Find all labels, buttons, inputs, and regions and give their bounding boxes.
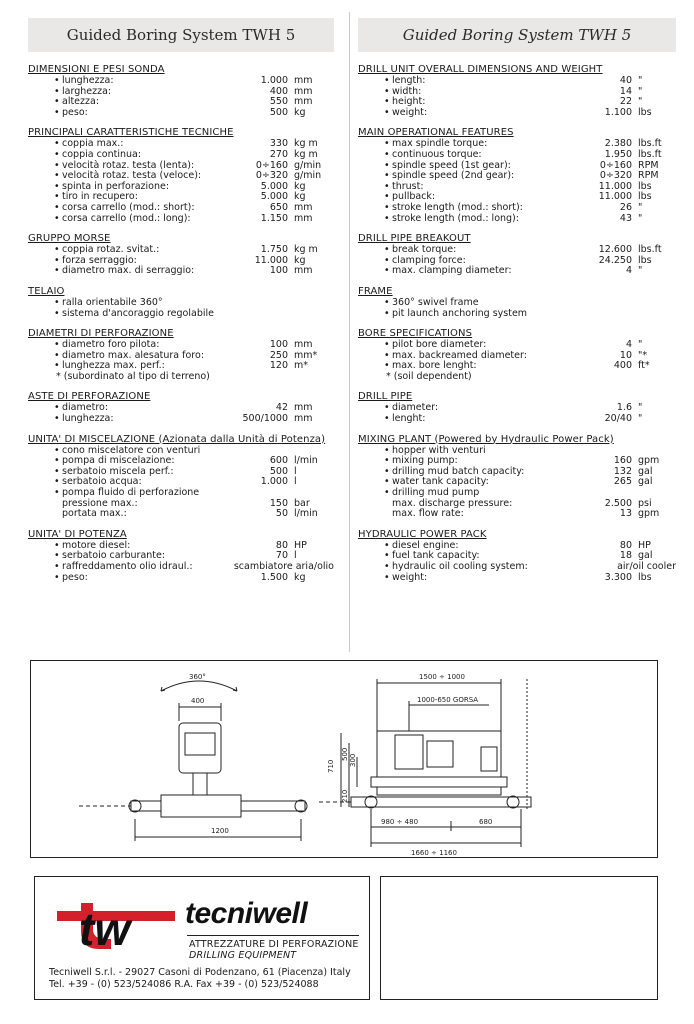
spec-label: • break torque:	[358, 245, 560, 256]
spec-label: • peso:	[28, 573, 226, 584]
spec-row	[358, 509, 676, 520]
spec-unit: bar	[294, 497, 310, 509]
spec-row	[358, 573, 676, 584]
spec-row	[358, 372, 676, 383]
spec-unit: "	[638, 212, 643, 224]
spec-unit: kg	[294, 571, 306, 583]
title-banner-italian	[28, 18, 334, 52]
spec-label: • weight:	[358, 108, 560, 119]
bottom-b-label: 680	[479, 818, 493, 826]
technical-drawing	[30, 660, 658, 858]
spec-value: 80	[619, 539, 632, 551]
spec-value: 5.000	[260, 191, 288, 203]
spec-unit: kg	[294, 254, 306, 266]
page-title-italian: Guided Boring System TWH 5	[66, 26, 296, 44]
top-view-mast	[193, 773, 207, 795]
spec-row	[28, 562, 334, 573]
spec-value: 80	[275, 539, 288, 551]
spec-value: 1.950	[604, 148, 632, 160]
dealer-stamp-box	[380, 876, 658, 1000]
spec-unit: lbs	[638, 254, 652, 266]
spec-label: • diameter:	[358, 403, 560, 414]
spec-value: 2.500	[604, 497, 632, 509]
spec-value: 1.750	[260, 244, 288, 256]
spec-unit: kg m	[294, 138, 318, 150]
technical-drawing-svg	[31, 661, 659, 859]
spec-value: 13	[619, 508, 632, 520]
spec-label: • lunghezza max. perf.:	[28, 361, 226, 372]
spec-unit: mm	[294, 265, 313, 277]
spec-unit: RPM	[638, 159, 659, 171]
spec-section	[28, 529, 334, 583]
side-view-motor	[395, 735, 423, 769]
spec-unit: psi	[638, 497, 652, 509]
spec-section	[358, 286, 676, 319]
tagline-english: DRILLING EQUIPMENT	[189, 950, 297, 961]
italian-spec-sections	[28, 64, 334, 583]
spec-value: 250	[269, 349, 288, 361]
rotation-label: 360°	[189, 673, 206, 681]
spec-label: • max spindle torque:	[358, 139, 560, 150]
company-logo-box	[34, 876, 370, 1000]
spec-label: portata max.:	[62, 508, 127, 520]
spec-section	[358, 328, 676, 382]
title-banner-english	[358, 18, 676, 52]
spec-label: • spinta in perforazione:	[28, 182, 226, 193]
spec-unit: l/min	[294, 508, 318, 520]
spec-value: 500	[269, 465, 288, 477]
spec-unit: mm	[294, 75, 313, 86]
side-view-clamp	[481, 747, 497, 771]
spec-label: • serbatoio miscela perf.:	[28, 467, 226, 478]
side-view-pipe	[351, 797, 531, 807]
spec-section	[28, 233, 334, 277]
section-title: DRILL PIPE	[358, 391, 413, 403]
section-title: HYDRAULIC POWER PACK	[358, 528, 487, 540]
spec-label: • larghezza:	[28, 87, 226, 98]
spec-value: 0÷320	[599, 170, 632, 182]
section-title: DRILL PIPE BREAKOUT	[358, 233, 471, 245]
spec-unit: gal	[638, 476, 653, 488]
spec-unit: "*	[638, 349, 648, 361]
top-view-motor	[185, 733, 215, 755]
spec-value: air/oil cooler	[617, 561, 676, 572]
section-title: TELAIO	[28, 285, 65, 297]
spec-label: max. discharge pressure:	[392, 497, 513, 509]
spec-row	[358, 414, 676, 425]
spec-value: 24.250	[598, 254, 632, 266]
spec-label: • corsa carrello (mod.: long):	[28, 214, 226, 225]
spec-value: 11.000	[254, 254, 288, 266]
spec-label: • stroke length (mod.: short):	[358, 203, 560, 214]
spec-row	[358, 76, 676, 87]
spec-value: 12.600	[598, 244, 632, 256]
spec-label: • lunghezza:	[28, 76, 226, 87]
spec-label: • height:	[358, 97, 560, 108]
spec-label: • raffreddamento olio idraul.:	[28, 562, 234, 573]
bottom-total-label: 1660 ÷ 1160	[411, 849, 457, 857]
top-view-pipe-left	[131, 801, 161, 811]
spec-row	[28, 414, 334, 425]
spec-section	[358, 434, 676, 520]
spec-label: • tiro in recupero:	[28, 192, 226, 203]
spec-label: • ralla orientabile 360°	[28, 298, 334, 309]
side-view-base	[377, 787, 501, 795]
spec-row	[28, 108, 334, 119]
section-title: PRINCIPALI CARATTERISTICHE TECNICHE	[28, 127, 234, 139]
spec-unit: g/min	[294, 170, 322, 182]
section-title: DIMENSIONI E PESI SONDA	[28, 64, 165, 75]
spec-value: scambiatore aria/olio	[233, 561, 334, 572]
spec-unit: l	[294, 550, 297, 562]
brand-underline	[187, 935, 359, 936]
spec-label: • sistema d'ancoraggio regolabile	[28, 309, 334, 320]
spec-label: • pilot bore diameter:	[358, 340, 560, 351]
spec-unit: mm*	[294, 349, 318, 361]
spec-label: • pompa fluido di perforazione	[28, 488, 334, 499]
spec-value: 500	[269, 106, 288, 118]
spec-row	[28, 203, 334, 214]
section-title: DIAMETRI DI PERFORAZIONE	[28, 328, 174, 340]
spec-section	[358, 64, 676, 118]
company-address: Tecniwell S.r.l. - 29027 Casoni di Podenzano, 61 (Piacenza) Italy	[49, 967, 351, 978]
company-contact: Tel. +39 - (0) 523/524086 R.A. Fax +39 - (0) 523/524088	[49, 979, 319, 990]
spec-row	[358, 108, 676, 119]
english-spec-column	[358, 18, 676, 592]
spec-label: • corsa carrello (mod.: short):	[28, 203, 226, 214]
spec-value: 160	[613, 455, 632, 467]
spec-value: 265	[613, 476, 632, 488]
spec-section	[358, 233, 676, 277]
spec-value: 20/40	[604, 413, 632, 425]
section-title: MAIN OPERATIONAL FEATURES	[358, 127, 514, 139]
spec-row	[358, 150, 676, 161]
spec-label: • pullback:	[358, 192, 560, 203]
spec-unit: "	[638, 402, 643, 414]
side-view-wheel-left	[365, 796, 377, 808]
spec-label: • lenght:	[358, 414, 560, 425]
spec-unit: l/min	[294, 455, 318, 467]
spec-value: 5.000	[260, 180, 288, 192]
height-c-label: 210	[341, 789, 349, 803]
spec-row	[28, 150, 334, 161]
span-label: 1500 ÷ 1000	[419, 673, 465, 681]
italian-spec-column	[28, 18, 334, 592]
spec-value: 650	[269, 201, 288, 213]
width-label: 400	[191, 697, 205, 705]
spec-row	[358, 309, 676, 320]
spec-value: 1.150	[260, 212, 288, 224]
spec-value: 10	[619, 349, 632, 361]
spec-label: • fuel tank capacity:	[358, 551, 560, 562]
spec-unit: gal	[638, 465, 653, 477]
spec-value: 0÷320	[255, 170, 288, 182]
spec-value: 1.100	[604, 106, 632, 118]
spec-value: 14	[619, 85, 632, 97]
spec-unit: "	[638, 75, 643, 86]
spec-unit: gpm	[638, 508, 660, 520]
section-title: ASTE DI PERFORAZIONE	[28, 391, 151, 403]
spec-row	[28, 509, 334, 520]
spec-label: • diametro max. alesatura foro:	[28, 351, 226, 362]
spec-unit: mm	[294, 413, 313, 425]
spec-value: 70	[275, 550, 288, 562]
spec-value: 500/1000	[242, 413, 288, 425]
spec-unit: mm	[294, 201, 313, 213]
tagline-italian: ATTREZZATURE DI PERFORAZIONE	[189, 939, 359, 950]
spec-row	[358, 562, 676, 573]
spec-unit: gal	[638, 550, 653, 562]
spec-label: • max. backreamed diameter:	[358, 351, 560, 362]
spec-label: • altezza:	[28, 97, 226, 108]
spec-value: 1.500	[260, 571, 288, 583]
section-title: UNITA' DI MISCELAZIONE (Azionata dalla Unità di Potenza)	[28, 433, 326, 445]
spec-label: • diesel engine:	[358, 541, 560, 552]
spec-value: 4	[625, 265, 632, 277]
spec-value: 100	[269, 339, 288, 351]
spec-label: • spindle speed (1st gear):	[358, 161, 560, 172]
spec-unit: mm	[294, 339, 313, 351]
side-view-frame	[377, 731, 501, 777]
spec-section	[28, 286, 334, 319]
bottom-a-label: 980 ÷ 480	[381, 818, 419, 826]
spec-unit: "	[638, 201, 643, 213]
spec-label: • clamping force:	[358, 256, 560, 267]
spec-value: 26	[619, 201, 632, 213]
spec-unit: lbs	[638, 571, 652, 583]
spec-value: 4	[625, 339, 632, 351]
spec-unit: lbs	[638, 106, 652, 118]
spec-unit: g/min	[294, 159, 322, 171]
spec-unit: RPM	[638, 170, 659, 182]
spec-label: pressione max.:	[62, 497, 138, 509]
spec-label: • velocità rotaz. testa (lenta):	[28, 161, 226, 172]
spec-unit: kg	[294, 180, 306, 192]
spec-section	[28, 434, 334, 520]
spec-value: 100	[269, 265, 288, 277]
spec-label: • velocità rotaz. testa (veloce):	[28, 171, 226, 182]
spec-label: • lunghezza:	[28, 414, 226, 425]
spec-label: • max. clamping diameter:	[358, 266, 560, 277]
spec-row	[28, 298, 334, 309]
spec-value: 120	[269, 360, 288, 372]
spec-row	[358, 266, 676, 277]
spec-value: 3.300	[604, 571, 632, 583]
spec-label: * (subordinato al tipo di terreno)	[56, 370, 210, 382]
spec-section	[358, 529, 676, 583]
spec-section	[28, 391, 334, 424]
spec-label: * (soil dependent)	[386, 370, 472, 382]
spec-unit: "	[638, 265, 643, 277]
spec-row	[28, 309, 334, 320]
height-b-label: 300	[349, 753, 357, 767]
spec-label: • serbatoio carburante:	[28, 551, 226, 562]
spec-value: 18	[619, 550, 632, 562]
side-view-gearbox	[427, 741, 453, 767]
rotation-arc	[161, 681, 237, 691]
spec-section	[28, 328, 334, 382]
spec-value: 0÷160	[599, 159, 632, 171]
section-title: UNITA' DI POTENZA	[28, 528, 127, 540]
spec-label: • peso:	[28, 108, 226, 119]
spec-value: 11.000	[598, 191, 632, 203]
spec-label: • width:	[358, 87, 560, 98]
spec-section	[28, 127, 334, 224]
spec-label: • hydraulic oil cooling system:	[358, 562, 617, 573]
section-title: FRAME	[358, 285, 393, 297]
spec-section	[28, 64, 334, 118]
section-title: MIXING PLANT (Powered by Hydraulic Power Pack)	[358, 433, 614, 445]
spec-unit: lbs	[638, 180, 652, 192]
spec-label: • mixing pump:	[358, 456, 560, 467]
spec-value: 270	[269, 148, 288, 160]
section-title: DRILL UNIT OVERALL DIMENSIONS AND WEIGHT	[358, 64, 603, 75]
spec-row	[28, 214, 334, 225]
spec-value: 600	[269, 455, 288, 467]
height-total-label: 710	[327, 759, 335, 773]
spec-unit: mm	[294, 85, 313, 97]
spec-value: 400	[613, 360, 632, 372]
spec-label: • pompa di miscelazione:	[28, 456, 226, 467]
company-name: tecniwell	[185, 897, 308, 930]
spec-row	[28, 372, 334, 383]
spec-unit: kg m	[294, 244, 318, 256]
spec-unit: kg m	[294, 148, 318, 160]
spec-unit: lbs.ft	[638, 138, 662, 150]
spec-label: • thrust:	[358, 182, 560, 193]
spec-value: 132	[613, 465, 632, 477]
spec-label: • motore diesel:	[28, 541, 226, 552]
spec-unit: ft*	[638, 360, 650, 372]
spec-label: • max. bore lenght:	[358, 361, 560, 372]
column-divider	[349, 12, 350, 652]
spec-label: • length:	[358, 76, 560, 87]
spec-unit: mm	[294, 402, 313, 414]
spec-unit: HP	[294, 539, 307, 551]
spec-unit: "	[638, 96, 643, 108]
spec-label: • coppia continua:	[28, 150, 226, 161]
spec-unit: "	[638, 85, 643, 97]
spec-label: • continuous torque:	[358, 150, 560, 161]
section-title: BORE SPECIFICATIONS	[358, 328, 473, 340]
stroke-label: 1000-650 GORSA	[417, 696, 479, 704]
spec-value: 2.380	[604, 138, 632, 150]
spec-value: 550	[269, 96, 288, 108]
top-view-base	[161, 795, 241, 817]
side-view-wheel-right	[507, 796, 519, 808]
spec-value: 1.6	[616, 402, 632, 414]
spec-label: • serbatoio acqua:	[28, 477, 226, 488]
spec-label: max. flow rate:	[392, 508, 464, 520]
spec-unit: "	[638, 339, 643, 351]
spec-value: 11.000	[598, 180, 632, 192]
spec-value: 400	[269, 85, 288, 97]
spec-unit: mm	[294, 212, 313, 224]
spec-unit: l	[294, 476, 297, 488]
spec-unit: gpm	[638, 455, 660, 467]
spec-label: • drilling mud pump	[358, 488, 676, 499]
spec-label: • pit launch anchoring system	[358, 309, 676, 320]
side-view-rail	[371, 777, 507, 787]
spec-label: • diametro:	[28, 403, 226, 414]
spec-row	[358, 203, 676, 214]
spec-label: • 360° swivel frame	[358, 298, 676, 309]
spec-label: • diametro max. di serraggio:	[28, 266, 226, 277]
spec-value: 40	[619, 75, 632, 86]
spec-value: 50	[275, 508, 288, 520]
spec-label: • diametro foro pilota:	[28, 340, 226, 351]
spec-unit: HP	[638, 539, 651, 551]
length-label: 1200	[211, 827, 229, 835]
spec-unit: "	[638, 413, 643, 425]
spec-unit: l	[294, 465, 297, 477]
spec-label: • forza serraggio:	[28, 256, 226, 267]
section-title: GRUPPO MORSE	[28, 233, 111, 245]
spec-value: 1.000	[260, 75, 288, 86]
spec-unit: kg	[294, 106, 306, 118]
spec-value: 42	[275, 402, 288, 414]
spec-value: 150	[269, 497, 288, 509]
spec-row	[28, 266, 334, 277]
english-spec-sections	[358, 64, 676, 583]
spec-value: 43	[619, 212, 632, 224]
spec-section	[358, 127, 676, 224]
spec-value: 22	[619, 96, 632, 108]
height-a-label: 500	[341, 747, 349, 761]
spec-unit: lbs.ft	[638, 148, 662, 160]
spec-row	[358, 298, 676, 309]
spec-label: • coppia rotaz. svitat.:	[28, 245, 226, 256]
logo-tw-letters: tw	[79, 903, 131, 955]
spec-unit: mm	[294, 96, 313, 108]
spec-label: • cono miscelatore con venturi	[28, 446, 334, 457]
spec-label: • coppia max.:	[28, 139, 226, 150]
spec-row	[28, 573, 334, 584]
spec-label: • drilling mud batch capacity:	[358, 467, 560, 478]
spec-row	[358, 214, 676, 225]
spec-unit: kg	[294, 191, 306, 203]
spec-section	[358, 391, 676, 424]
spec-unit: lbs.ft	[638, 244, 662, 256]
spec-label: • water tank capacity:	[358, 477, 560, 488]
page-title-english: Guided Boring System TWH 5	[402, 26, 632, 44]
spec-value: 0÷160	[255, 159, 288, 171]
spec-unit: m*	[294, 360, 309, 372]
spec-label: • hopper with venturi	[358, 446, 676, 457]
spec-row	[28, 76, 334, 87]
spec-value: 1.000	[260, 476, 288, 488]
spec-value: 330	[269, 138, 288, 150]
spec-unit: lbs	[638, 191, 652, 203]
spec-label: • stroke length (mod.: long):	[358, 214, 560, 225]
spec-label: • weight:	[358, 573, 560, 584]
tw-logo-mark	[49, 889, 181, 955]
spec-label: • spindle speed (2nd gear):	[358, 171, 560, 182]
